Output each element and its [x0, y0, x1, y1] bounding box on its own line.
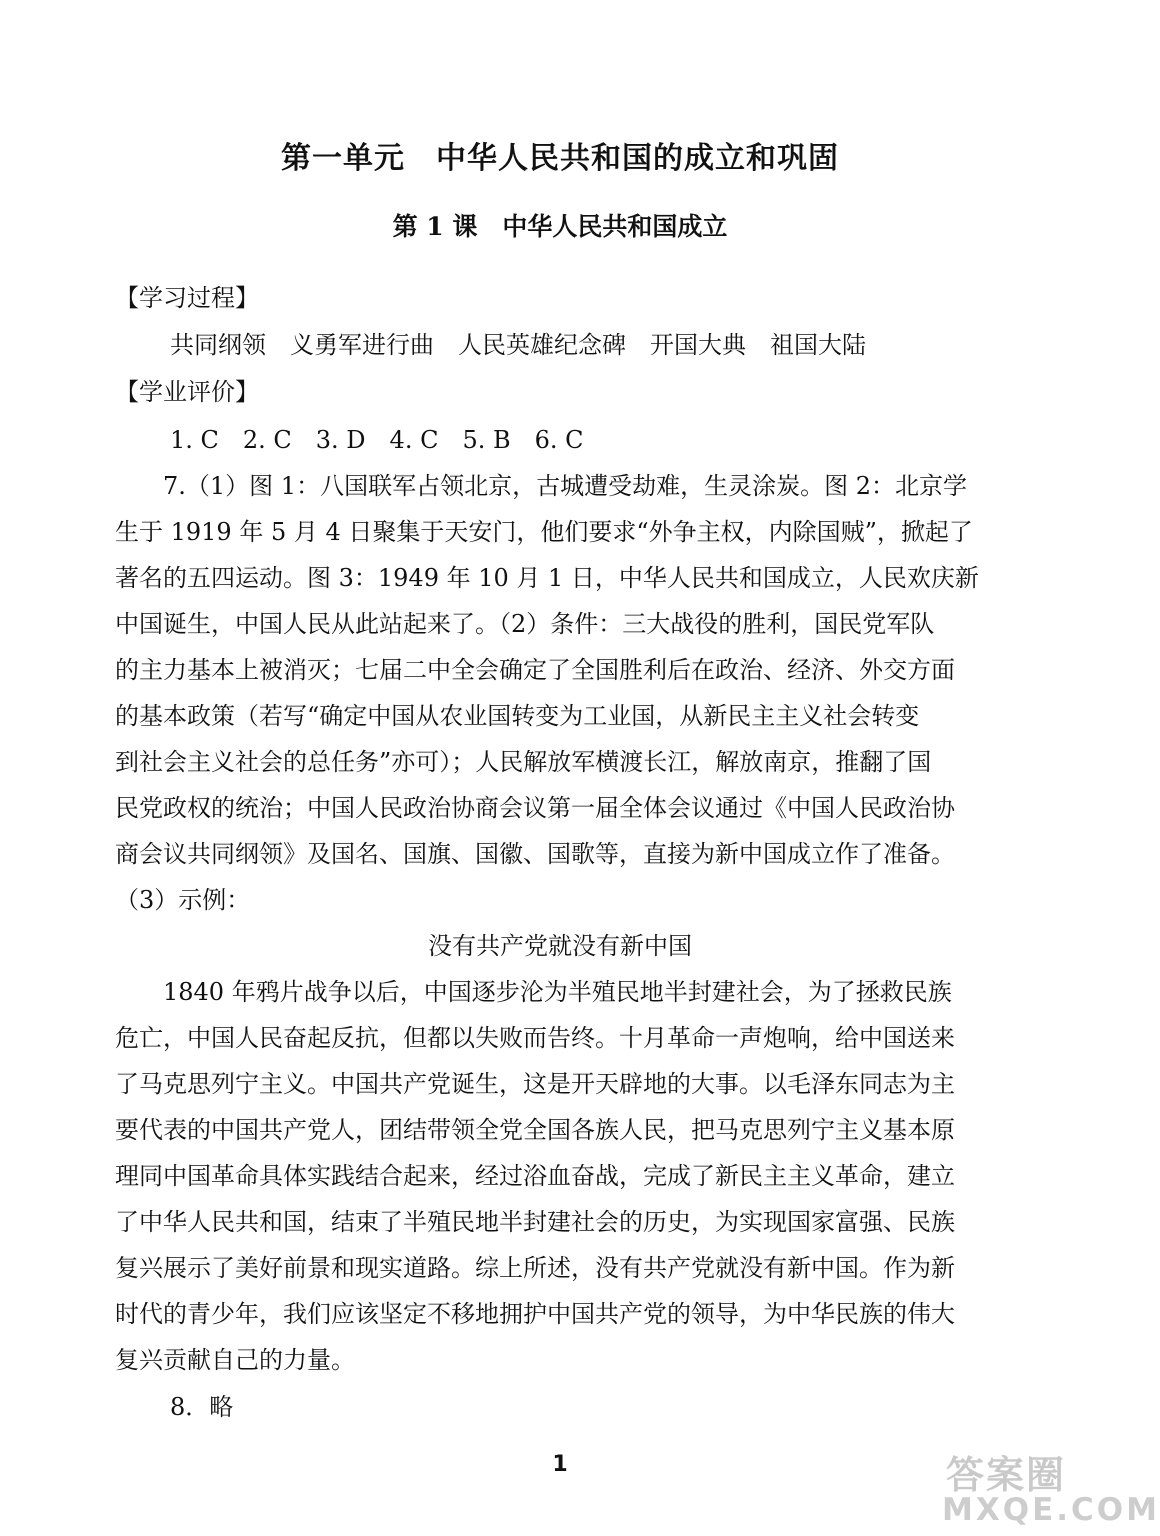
question-7-line: （3）示例：	[115, 886, 251, 914]
essay-line: 复兴贡献自己的力量。	[115, 1346, 355, 1374]
question-7-line: 商会议共同纲领》及国名、国旗、国徽、国歌等，直接为新中国成立作了准备。	[115, 840, 955, 868]
watermark-logo	[928, 1440, 1160, 1530]
watermark-bottom-text: MXQE.COM	[942, 1492, 1160, 1528]
essay-title: 没有共产党就没有新中国	[428, 932, 692, 960]
question-7-line: 到社会主义社会的总任务”亦可）；人民解放军横渡长江，解放南京，推翻了国	[115, 748, 932, 776]
essay-line: 了马克思列宁主义。中国共产党诞生，这是开天辟地的大事。以毛泽东同志为主	[115, 1070, 955, 1098]
essay-line: 时代的青少年，我们应该坚定不移地拥护中国共产党的领导，为中华民族的伟大	[115, 1300, 955, 1328]
essay-line: 危亡，中国人民奋起反抗，但都以失败而告终。十月革命一声炮响，给中国送来	[115, 1024, 955, 1052]
question-7-line: 7.（1）图 1：八国联军占领北京，古城遭受劫难，生灵涂炭。图 2：北京学	[115, 472, 967, 500]
essay-line: 理同中国革命具体实践结合起来，经过浴血奋战，完成了新民主主义革命，建立	[115, 1162, 955, 1190]
unit-title: 第一单元 中华人民共和国的成立和巩固	[281, 141, 839, 176]
question-7-line: 生于 1919 年 5 月 4 日聚集于天安门，他们要求“外争主权，内除国贼”，掀起了	[115, 518, 973, 546]
question-7-line: 著名的五四运动。图 3：1949 年 10 月 1 日，中华人民共和国成立，人民欢庆新	[115, 564, 979, 592]
question-8-answer: 8．略	[170, 1393, 234, 1421]
lesson-title: 第 1 课 中华人民共和国成立	[392, 212, 728, 241]
essay-line: 了中华人民共和国，结束了半殖民地半封建社会的历史，为实现国家富强、民族	[115, 1208, 955, 1236]
watermark-top-text: 答案圈	[946, 1453, 1067, 1497]
question-7-line: 的基本政策（若写“确定中国从农业国转变为工业国，从新民主主义社会转变	[115, 702, 920, 730]
essay-line: 复兴展示了美好前景和现实道路。综上所述，没有共产党就没有新中国。作为新	[115, 1254, 955, 1282]
page-number: 1	[552, 1452, 568, 1477]
multiple-choice-answers: 1. C 2. C 3. D 4. C 5. B 6. C	[170, 426, 584, 454]
essay-line: 1840 年鸦片战争以后，中国逐步沦为半殖民地半封建社会，为了拯救民族	[115, 978, 952, 1006]
question-7-line: 中国诞生，中国人民从此站起来了。（2）条件：三大战役的胜利，国民党军队	[115, 610, 935, 638]
study-process-answer: 共同纲领 义勇军进行曲 人民英雄纪念碑 开国大典 祖国大陆	[170, 331, 866, 359]
question-7-line: 的主力基本上被消灭；七届二中全会确定了全国胜利后在政治、经济、外交方面	[115, 656, 955, 684]
assessment-heading: 【学业评价】	[115, 378, 259, 406]
essay-line: 要代表的中国共产党人，团结带领全党全国各族人民，把马克思列宁主义基本原	[115, 1116, 955, 1144]
study-process-heading: 【学习过程】	[115, 284, 259, 312]
question-7-line: 民党政权的统治；中国人民政治协商会议第一届全体会议通过《中国人民政治协	[115, 794, 955, 822]
